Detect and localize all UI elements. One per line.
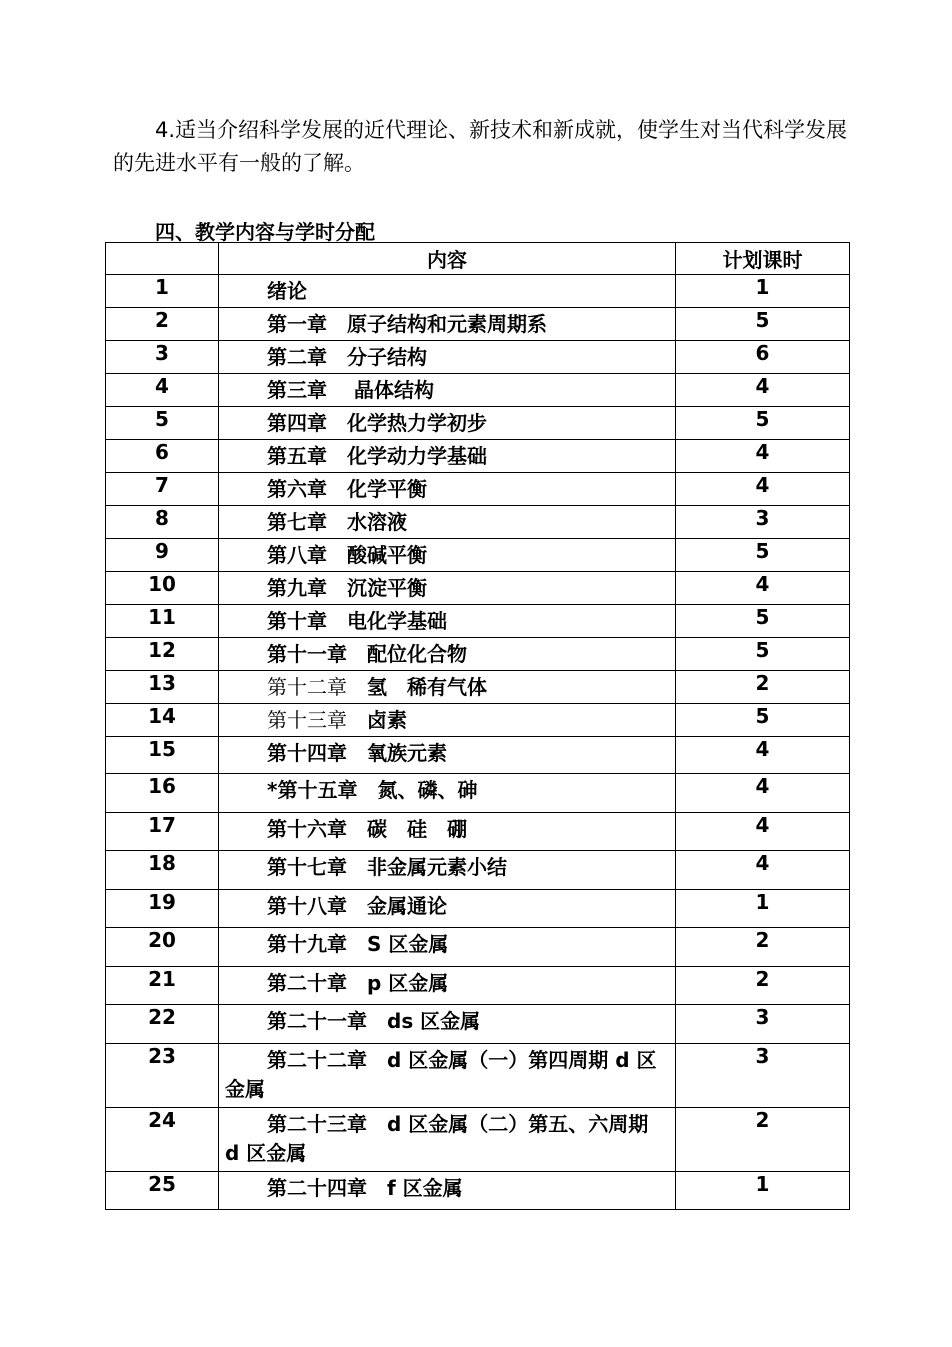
table-row (106, 407, 850, 440)
row-content-text: 第六章 化学平衡 (267, 477, 427, 501)
row-content-text: 第十二章 氢 稀有气体 (267, 675, 487, 699)
table-row (106, 506, 850, 539)
row-hours: 4 (676, 737, 850, 774)
row-content (219, 506, 676, 539)
row-content-text: 第十七章 非金属元素小结 (267, 855, 507, 879)
table-row (106, 851, 850, 890)
table-row (106, 374, 850, 407)
table-row (106, 440, 850, 473)
row-content-text: *第十五章 氮、磷、砷 (267, 778, 478, 802)
intro-paragraph: 4.适当介绍科学发展的近代理论、新技术和新成就，使学生对当代科学发展的先进水平有一般的了解。 (113, 118, 848, 175)
table-row (106, 539, 850, 572)
row-hours: 5 (676, 605, 850, 638)
row-number: 6 (106, 440, 219, 473)
row-number: 24 (106, 1108, 219, 1172)
row-hours: 5 (676, 704, 850, 737)
row-number: 22 (106, 1005, 219, 1044)
row-content-text: 第一章 原子结构和元素周期系 (267, 312, 547, 336)
row-number: 9 (106, 539, 219, 572)
row-number: 1 (106, 275, 219, 308)
table-row (106, 704, 850, 737)
row-content (219, 308, 676, 341)
row-hours: 3 (676, 1005, 850, 1044)
row-content (219, 890, 676, 928)
row-number: 19 (106, 890, 219, 928)
row-content-text: 第二十一章 ds 区金属 (267, 1009, 481, 1033)
row-number: 18 (106, 851, 219, 890)
table-row (106, 473, 850, 506)
row-content (219, 928, 676, 967)
row-content-text: 第七章 水溶液 (267, 510, 407, 534)
row-number: 2 (106, 308, 219, 341)
row-content-text: 第五章 化学动力学基础 (267, 444, 487, 468)
row-number: 4 (106, 374, 219, 407)
row-content-text: 第十三章 卤素 (267, 708, 407, 732)
row-number: 3 (106, 341, 219, 374)
row-hours: 1 (676, 890, 850, 928)
row-content (219, 1044, 676, 1108)
row-hours: 4 (676, 774, 850, 813)
table-row (106, 890, 850, 928)
table-row (106, 341, 850, 374)
table-row (106, 1108, 850, 1172)
row-number: 17 (106, 813, 219, 851)
row-number: 5 (106, 407, 219, 440)
table-row (106, 275, 850, 308)
row-content-text: 第十章 电化学基础 (267, 609, 447, 633)
row-content-text: 第十一章 配位化合物 (267, 642, 467, 666)
row-content (219, 638, 676, 671)
row-number: 16 (106, 774, 219, 813)
row-hours: 2 (676, 671, 850, 704)
row-hours: 3 (676, 1044, 850, 1108)
row-hours: 4 (676, 473, 850, 506)
row-hours: 5 (676, 539, 850, 572)
row-content (219, 1108, 676, 1172)
table-row (106, 572, 850, 605)
row-hours: 4 (676, 572, 850, 605)
row-hours: 5 (676, 308, 850, 341)
row-number: 10 (106, 572, 219, 605)
header-index (106, 243, 219, 275)
row-content (219, 374, 676, 407)
row-content (219, 813, 676, 851)
table-row (106, 737, 850, 774)
table-row (106, 1044, 850, 1108)
row-content (219, 275, 676, 308)
header-hours: 计划课时 (676, 243, 850, 275)
row-hours: 3 (676, 506, 850, 539)
schedule-table (105, 242, 850, 1210)
row-number: 13 (106, 671, 219, 704)
row-number: 11 (106, 605, 219, 638)
row-content-text: 绪论 (267, 279, 307, 303)
row-content-text: 第二十四章 f 区金属 (267, 1176, 463, 1200)
row-content (219, 605, 676, 638)
row-content-text: 第十八章 金属通论 (267, 894, 447, 918)
row-content-text: 第十六章 碳 硅 硼 (267, 817, 467, 841)
row-content (219, 1005, 676, 1044)
row-content-text: 第十九章 S 区金属 (267, 932, 449, 956)
row-content (219, 704, 676, 737)
row-hours: 4 (676, 440, 850, 473)
row-content (219, 539, 676, 572)
table-row (106, 928, 850, 967)
row-number: 25 (106, 1172, 219, 1210)
row-hours: 1 (676, 275, 850, 308)
row-number: 15 (106, 737, 219, 774)
row-hours: 5 (676, 638, 850, 671)
row-content (219, 1172, 676, 1210)
row-number: 23 (106, 1044, 219, 1108)
row-content-text: 第三章 晶体结构 (267, 378, 434, 402)
row-hours: 2 (676, 928, 850, 967)
row-content (219, 774, 676, 813)
row-hours: 4 (676, 813, 850, 851)
row-content (219, 341, 676, 374)
row-hours: 4 (676, 851, 850, 890)
row-content (219, 440, 676, 473)
row-hours: 2 (676, 967, 850, 1005)
row-content-text: 第九章 沉淀平衡 (267, 576, 427, 600)
row-hours: 5 (676, 407, 850, 440)
row-number: 21 (106, 967, 219, 1005)
table-row (106, 813, 850, 851)
row-number: 7 (106, 473, 219, 506)
row-number: 14 (106, 704, 219, 737)
row-content-text: 第二十章 p 区金属 (267, 971, 449, 995)
row-content (219, 851, 676, 890)
table-row (106, 967, 850, 1005)
row-hours: 4 (676, 374, 850, 407)
row-content (219, 407, 676, 440)
row-content-text: 第四章 化学热力学初步 (267, 411, 487, 435)
table-row (106, 638, 850, 671)
table-header-row (106, 243, 850, 275)
row-number: 8 (106, 506, 219, 539)
row-number: 12 (106, 638, 219, 671)
row-content (219, 572, 676, 605)
row-content-text: 第二十二章 d 区金属（一）第四周期 d 区金属 (225, 1048, 657, 1101)
row-hours: 6 (676, 341, 850, 374)
table-row (106, 308, 850, 341)
header-content: 内容 (219, 243, 676, 275)
row-number: 20 (106, 928, 219, 967)
row-content-text: 第八章 酸碱平衡 (267, 543, 427, 567)
table-row (106, 1172, 850, 1210)
table-row (106, 671, 850, 704)
section-heading: 四、教学内容与学时分配 (155, 220, 375, 244)
table-row (106, 605, 850, 638)
table-row (106, 1005, 850, 1044)
row-content (219, 967, 676, 1005)
row-hours: 2 (676, 1108, 850, 1172)
row-hours: 1 (676, 1172, 850, 1210)
row-content-text: 第十四章 氧族元素 (267, 741, 447, 765)
row-content-text: 第二章 分子结构 (267, 345, 427, 369)
table-row (106, 774, 850, 813)
row-content-text: 第二十三章 d 区金属（二）第五、六周期 d 区金属 (225, 1112, 656, 1165)
row-content (219, 737, 676, 774)
row-content (219, 473, 676, 506)
row-content (219, 671, 676, 704)
